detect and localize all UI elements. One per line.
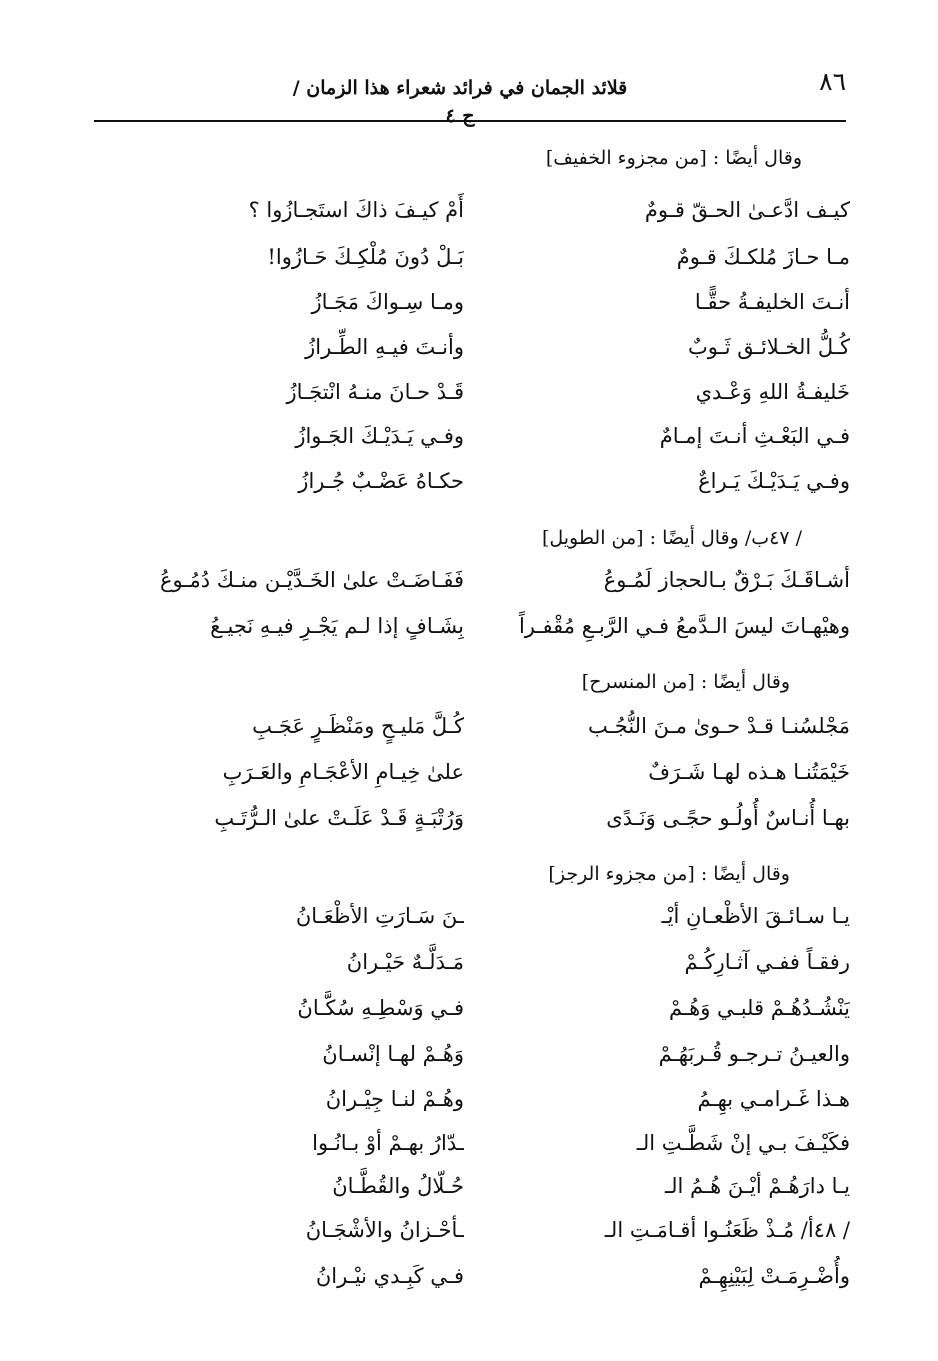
verse-first-hemistich: وهيْهـاتَ ليسَ الـدَّمعُ فـي الرَّبـعِ مُقْفـراً [518,614,850,638]
verse-second-hemistich: علىٰ خِيـامِ الأعْجَـامِ والعَـرَبِ [222,760,464,784]
verse-first-hemistich: فكَيْـفَ بـي إنْ شَطَّـتِ الـ [636,1131,850,1155]
verse-first-hemistich: وفـي يَـدَيْـكَ يَـراعٌ [698,469,850,493]
verse-second-hemistich: كُـلَّ مَليـحٍ ومَنْظَـرٍ عَجَـبِ [252,714,464,738]
verse-first-hemistich: خَيْمَتُنـا هـذه لهـا شَـرَفٌ [648,760,850,784]
verse-first-hemistich: أنـتَ الخليفـةُ حقًّـا [694,290,850,314]
section-heading: وقال أيضًا : [من المنسرح] [581,671,790,693]
verse-second-hemistich: وفـي يَـدَيْـكَ الجَـوازُ [295,424,464,448]
verse-first-hemistich: رفقـاً ففـي آثـارِكُـمْ [684,950,850,974]
verse-first-hemistich: يَنْشُـدُهُـمْ قلبـي وَهُـمْ [669,996,850,1020]
verse-first-hemistich: يـا سـائـقَ الأظْعـانِ أيْـ [661,904,850,928]
verse-first-hemistich: بهـا أُنـاسٌ أُولُـو حجًـى وَنَـدًى [606,806,850,830]
running-header-title: قلائد الجمان في فرائد شعراء هذا الزمان / ج ٤ [292,77,628,127]
verse-first-hemistich: والعيـنُ تـرجـو قُـربَهُـمْ [658,1042,850,1066]
verse-first-hemistich: وأُضْـرِمَـتْ لِبَيْنِهِـمْ [698,1264,850,1288]
section-heading: وقال أيضًا : [من مجزوء الخفيف] [545,147,802,169]
verse-first-hemistich: فـي البَعْـثِ أنـتَ إمـامٌ [659,424,850,448]
verse-first-hemistich: يـا دارَهُـمْ أيْـنَ هُـمُ الـ [664,1174,850,1198]
verse-second-hemistich: بَـلْ دُونَ مُلْكِـكَ حَـازُوا! [267,245,464,269]
verse-first-hemistich: كُـلُّ الخـلائـق ثَـوبٌ [687,335,850,359]
verse-second-hemistich: بِشَـافٍ إذا لـم يَجْـرِ فيـهِ نَجيـعُ [210,614,464,638]
verse-second-hemistich: وهُـمْ لنـا جِيْـرانُ [325,1087,464,1111]
verse-first-hemistich: / ٤٨أ/ مُـذْ ظَعَنُـوا أقـامَـتِ الـ [604,1218,850,1242]
verse-first-hemistich: هـذا غَـرامـي بهِـمُ [697,1087,850,1111]
verse-second-hemistich: مَـدَلَّـهٌ حَيْـرانُ [346,950,464,974]
verse-second-hemistich: فـي كَبِـدي نيْـرانُ [315,1264,464,1288]
verse-second-hemistich: فَفَـاضَـتْ علىٰ الخَـدَّيْـن منـكَ دُمُـوعُ [159,568,464,592]
verse-second-hemistich: ـأحْـزانُ والأشْجَـانُ [305,1218,464,1242]
verse-first-hemistich: مـا حـازَ مُلكـكَ قـومٌ [676,245,850,269]
verse-second-hemistich: وَرُتْبَـةٍ قَـدْ عَلَـتْ علىٰ الـرُّتَـبِ [214,806,464,830]
verse-first-hemistich: مَجْلسُنـا قـدْ حـوىٰ مـنَ النُّجُـب [588,714,850,738]
verse-second-hemistich: أَمْ كيـفَ ذاكَ استَجـازُوا ؟ [248,198,464,222]
verse-second-hemistich: ـنَ سَـارَتِ الأظْعَـانُ [295,904,464,928]
section-heading: وقال أيضًا : [من مجزوء الرجز] [548,863,790,885]
verse-second-hemistich: ومـا سِـواكَ مَجَـازُ [311,290,464,314]
verse-second-hemistich: وأنـتَ فيـهِ الطِّـرازُ [305,335,464,359]
verse-first-hemistich: خَليفـةُ اللهِ وَعْـدي [695,380,850,404]
verse-first-hemistich: أشـاقَـكَ بَـرْقٌ بـالحجاز لَمُـوعُ [603,568,850,592]
verse-second-hemistich: قَـدْ حـانَ منـهُ انْتجَـازُ [286,380,464,404]
verse-first-hemistich: كيـف ادَّعـىٰ الحـقّ قـومٌ [644,198,850,222]
verse-second-hemistich: فـي وَسْطِـهِ سُكَّـانُ [297,996,464,1020]
verse-second-hemistich: ـدّارُ بهـمْ أوْ بـانُـوا [312,1131,464,1155]
verse-second-hemistich: حُـلّالُ والقُطَّـانُ [332,1174,464,1198]
verse-second-hemistich: حكـاهُ عَضْـبٌ جُـرازُ [298,469,464,493]
page-number: ٨٦ [819,67,846,96]
header-rule [94,120,846,122]
section-heading: / ٤٧ب/ وقال أيضًا : [من الطويل] [541,527,802,549]
verse-second-hemistich: وَهُـمْ لهـا إنْسـانُ [322,1042,464,1066]
